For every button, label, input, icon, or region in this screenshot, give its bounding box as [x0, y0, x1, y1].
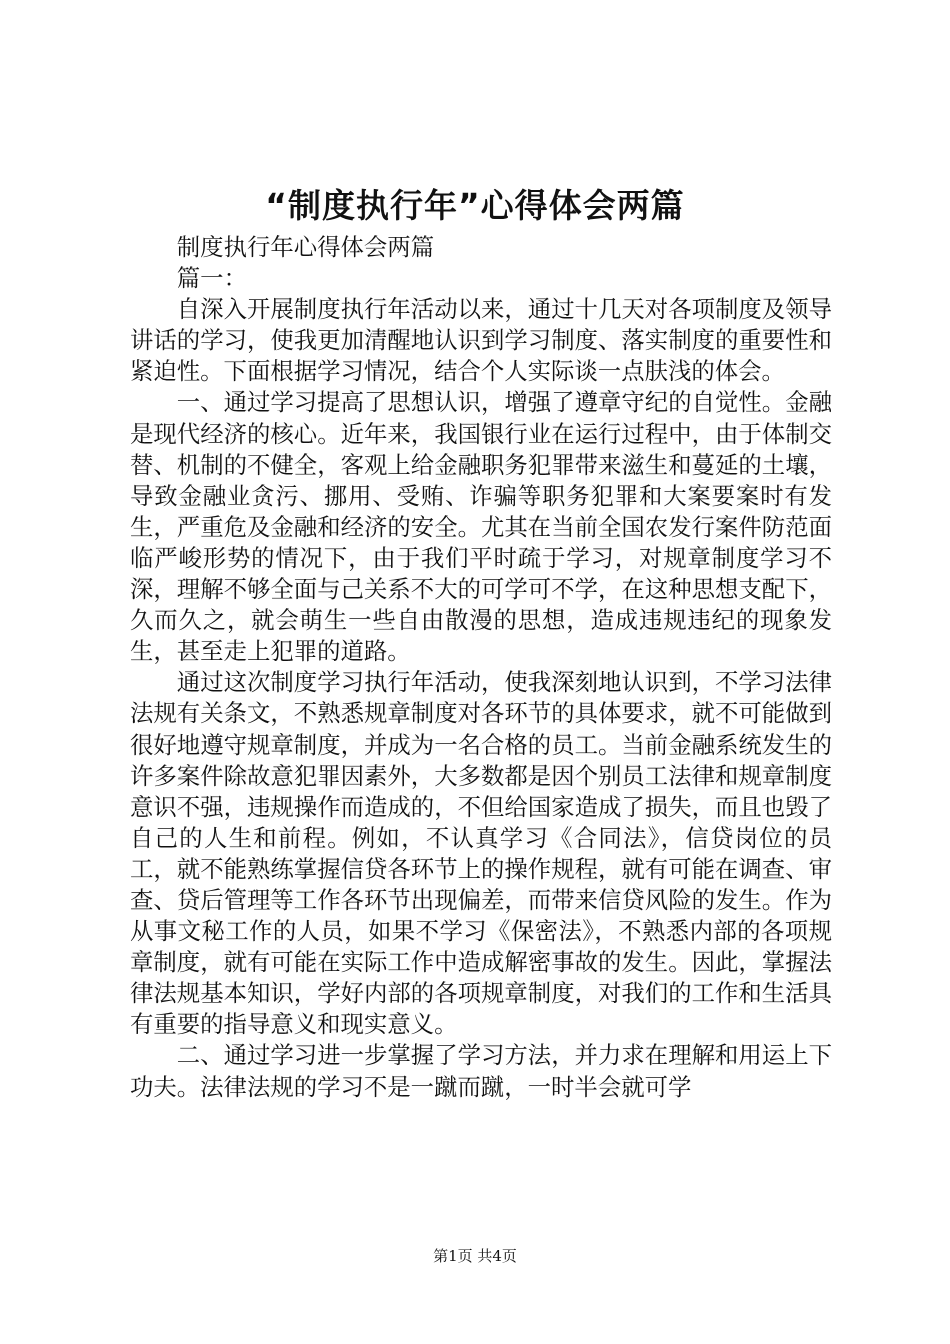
document-title: “制度执行年”心得体会两篇	[265, 186, 685, 225]
subtitle-paragraph: 制度执行年心得体会两篇	[176, 233, 435, 261]
body-paragraph: 通过这次制度学习执行年活动，使我深刻地认识到，不学习法律法规有关条文，不熟悉规章制度对各环节的具体要求，就不可能做到很好地遵守规章制度，并成为一名合格的员工。当前金融系统发生的许多案件除故意犯罪因素外，大多数都是因个别员工法律和规章制度意识不强，违规操作而造成的，不但给国家造成了损失，而且也毁了自己的人生和前程。例如，不认真学习《合同法》，信贷岗位的员工，就不能熟练掌握信贷各环节上的操作规程，就有可能在调查、审查、贷后管理等工作各环节出现偏差，而带来信贷风险的发生。作为从事文秘工作的人员，如果不学习《保密法》，不熟悉内部的各项规章制度，就有可能在实际工作中造成解密事故的发生。因此，掌握法律法规基本知识，学好内部的各项规章制度，对我们的工作和生活具有重要的指导意义和现实意义。	[130, 668, 832, 1039]
body-paragraph: 一、通过学习提高了思想认识，增强了遵章守纪的自觉性。金融是现代经济的核心。近年来，我国银行业在运行过程中，由于体制交替、机制的不健全，客观上给金融职务犯罪带来滋生和蔓延的土壤，导致金融业贪污、挪用、受贿、诈骗等职务犯罪和大案要案时有发生，严重危及金融和经济的安全。尤其在当前全国农发行案件防范面临严峻形势的情况下，由于我们平时疏于学习，对规章制度学习不深，理解不够全面与己关系不大的可学可不学，在这种思想支配下，久而久之，就会萌生一些自由散漫的思想，造成违规违纪的现象发生，甚至走上犯罪的道路。	[130, 388, 832, 666]
section-label: 篇一：	[176, 264, 247, 293]
body-paragraph: 自深入开展制度执行年活动以来，通过十几天对各项制度及领导讲话的学习，使我更加清醒地认识到学习制度、落实制度的重要性和紧迫性。下面根据学习情况，结合个人实际谈一点肤浅的体会。	[130, 295, 832, 386]
document-body	[130, 232, 832, 1103]
body-paragraph: 二、通过学习进一步掌握了学习方法，并力求在理解和用运上下功夫。法律法规的学习不是一蹴而蹴，一时半会就可学	[130, 1041, 832, 1101]
page-number-footer: 第1页 共4页	[433, 1247, 517, 1265]
